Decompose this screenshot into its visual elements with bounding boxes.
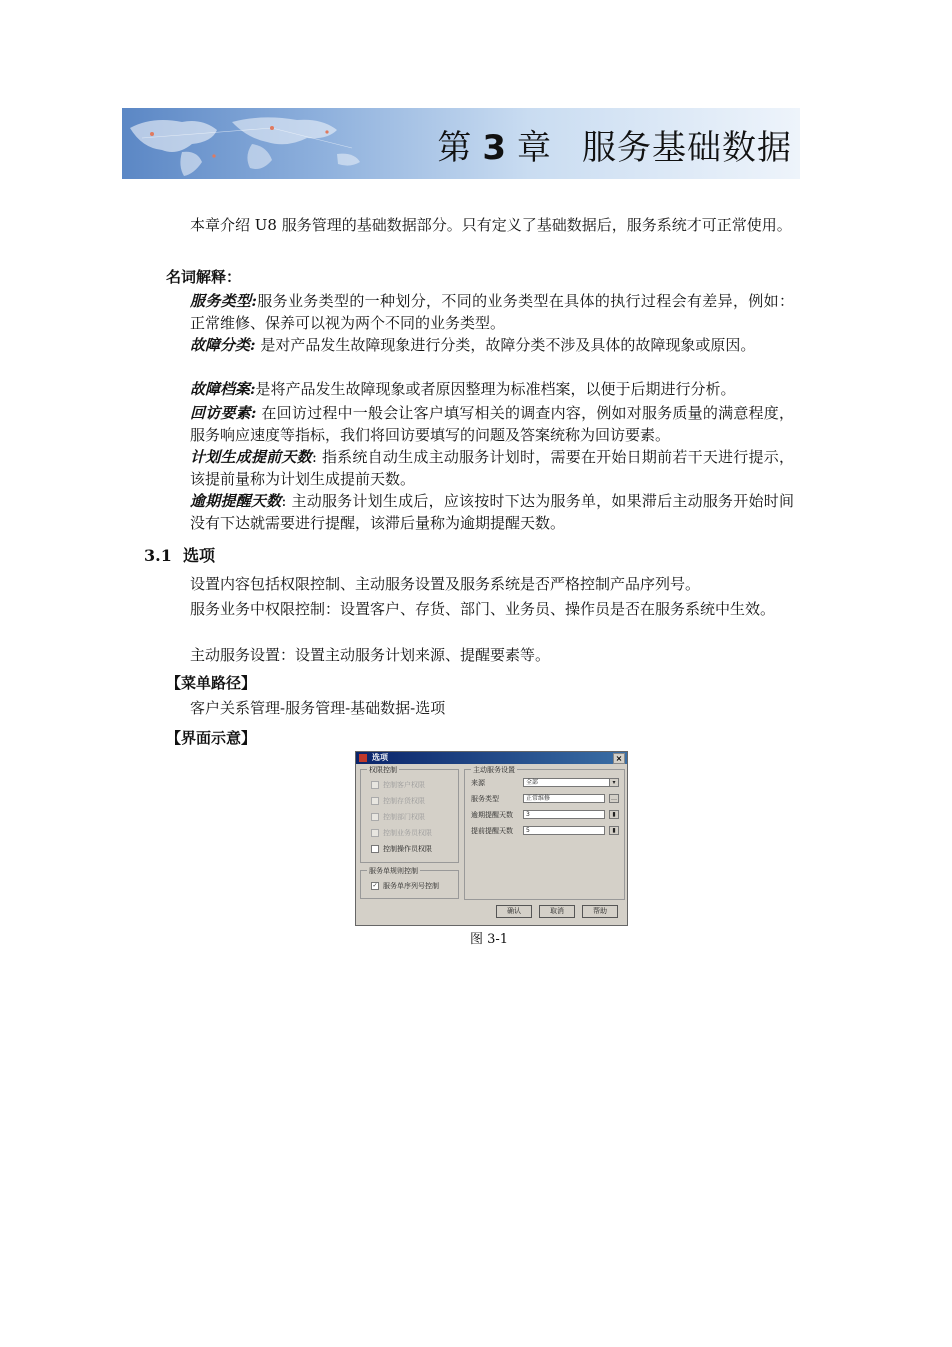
glossary-term: 服务类型: [190, 292, 257, 310]
section-title: 选项 [182, 546, 215, 565]
source-label: 来源 [471, 779, 485, 787]
glossary-term: 计划生成提前天数 [190, 448, 312, 466]
glossary-heading: 名词解释： [166, 268, 242, 286]
advance-days-input[interactable]: 5 [523, 826, 605, 835]
checkbox-box [371, 845, 379, 853]
checkbox-label: 控制操作员权限 [383, 845, 432, 853]
section-paragraph: 服务业务中权限控制：设置客户、存货、部门、业务员、操作员是否在服务系统中生效。 [190, 600, 776, 618]
chapter-title [437, 120, 792, 169]
checkbox-inventory-permission[interactable] [371, 796, 425, 806]
source-select[interactable]: 全部 [523, 778, 619, 787]
ui-heading: 【界面示意】 [166, 729, 257, 747]
cancel-button[interactable]: 取消 [539, 905, 575, 918]
overdue-days-label: 逾期提醒天数 [471, 811, 513, 819]
checkbox-box [371, 781, 379, 789]
ok-button[interactable]: 确认 [496, 905, 532, 918]
dialog-title: 选项 [372, 753, 388, 762]
glossary-definition: 是将产品发生故障现象或者原因整理为标准档案，以便于后期进行分析。 [255, 380, 736, 398]
intro-paragraph: 本章介绍 U8 服务管理的基础数据部分。只有定义了基础数据后，服务系统才可正常使用。 [190, 216, 792, 234]
checkbox-box [371, 797, 379, 805]
checkbox-label: 控制存货权限 [383, 797, 425, 805]
menu-path-heading: 【菜单路径】 [166, 674, 257, 692]
browse-icon[interactable]: … [611, 795, 617, 802]
active-service-group-label: 主动服务设置 [473, 766, 515, 774]
chapter-name: 服务基础数据 [582, 128, 792, 168]
checkbox-label: 控制部门权限 [383, 813, 425, 821]
help-button[interactable]: 帮助 [582, 905, 618, 918]
options-dialog [355, 751, 628, 926]
chapter-suffix: 章 [517, 128, 552, 168]
section-paragraph: 主动服务设置：设置主动服务计划来源、提醒要素等。 [190, 646, 551, 664]
glossary-term: 回访要素: [190, 404, 257, 422]
checkbox-serial-control[interactable] [371, 881, 439, 891]
checkbox-department-permission[interactable] [371, 812, 425, 822]
advance-days-label: 提前提醒天数 [471, 827, 513, 835]
glossary-term: 故障分类: [190, 336, 256, 354]
active-service-group [464, 766, 625, 900]
checkbox-box [371, 829, 379, 837]
overdue-days-input[interactable]: 3 [523, 810, 605, 819]
permission-group-label: 权限控制 [369, 766, 397, 774]
checkbox-salesman-permission[interactable] [371, 828, 432, 838]
section-number: 3.1 [144, 546, 172, 565]
service-type-label: 服务类型 [471, 795, 499, 803]
checkbox-label: 控制客户权限 [383, 781, 425, 789]
service-type-input[interactable]: 正常维修 [523, 794, 605, 803]
dialog-title-bar [356, 752, 627, 764]
glossary-item [190, 334, 794, 356]
spinner-icon[interactable]: ▮ [609, 826, 619, 835]
figure-caption: 图 3-1 [470, 932, 509, 947]
spinner-icon[interactable]: ▮ [609, 810, 619, 819]
chevron-down-icon[interactable]: ▾ [609, 778, 619, 787]
glossary-item [190, 446, 794, 490]
chapter-number: 3 [482, 128, 507, 168]
glossary-item [190, 290, 794, 334]
glossary-item [190, 378, 794, 400]
glossary-item [190, 402, 794, 446]
app-icon [359, 754, 367, 762]
close-icon[interactable]: × [613, 753, 625, 764]
checkbox-customer-permission[interactable] [371, 780, 425, 790]
checkbox-operator-permission[interactable] [371, 844, 432, 854]
section-heading [144, 545, 215, 567]
glossary-item [190, 490, 794, 534]
checkbox-label: 服务单序列号控制 [383, 882, 439, 890]
glossary-term: 故障档案: [190, 380, 256, 398]
glossary-term: 逾期提醒天数 [190, 492, 282, 510]
glossary-definition: : 主动服务计划生成后，应该按时下达为服务单，如果滞后主动服务开始时间没有下达就需要进行提醒，该滞后量称为逾期提醒天数。 [190, 492, 794, 532]
checkbox-box [371, 813, 379, 821]
chapter-prefix: 第 [437, 128, 473, 168]
chapter-banner [122, 108, 800, 179]
checkbox-box: ✓ [372, 882, 378, 889]
menu-path: 客户关系管理-服务管理-基础数据-选项 [190, 699, 446, 717]
permission-group [360, 766, 459, 863]
checkbox-label: 控制业务员权限 [383, 829, 432, 837]
serial-group-label: 服务单规则控制 [369, 867, 418, 875]
section-paragraph: 设置内容包括权限控制、主动服务设置及服务系统是否严格控制产品序列号。 [190, 575, 701, 593]
glossary-definition: 是对产品发生故障现象进行分类，故障分类不涉及具体的故障现象或原因。 [255, 336, 756, 354]
glossary-definition: 服务业务类型的一种划分，不同的业务类型在具体的执行过程会有差异，例如：正常维修、保养可以视为两个不同的业务类型。 [190, 292, 794, 332]
serial-group [360, 867, 459, 899]
glossary-definition: 在回访过程中一般会让客户填写相关的调查内容，例如对服务质量的满意程度，服务响应速度等指标，我们将回访要填写的问题及答案统称为回访要素。 [190, 404, 794, 444]
glossary-definition: : 指系统自动生成主动服务计划时，需要在开始日期前若干天进行提示，该提前量称为计划生成提前天数。 [190, 448, 794, 488]
